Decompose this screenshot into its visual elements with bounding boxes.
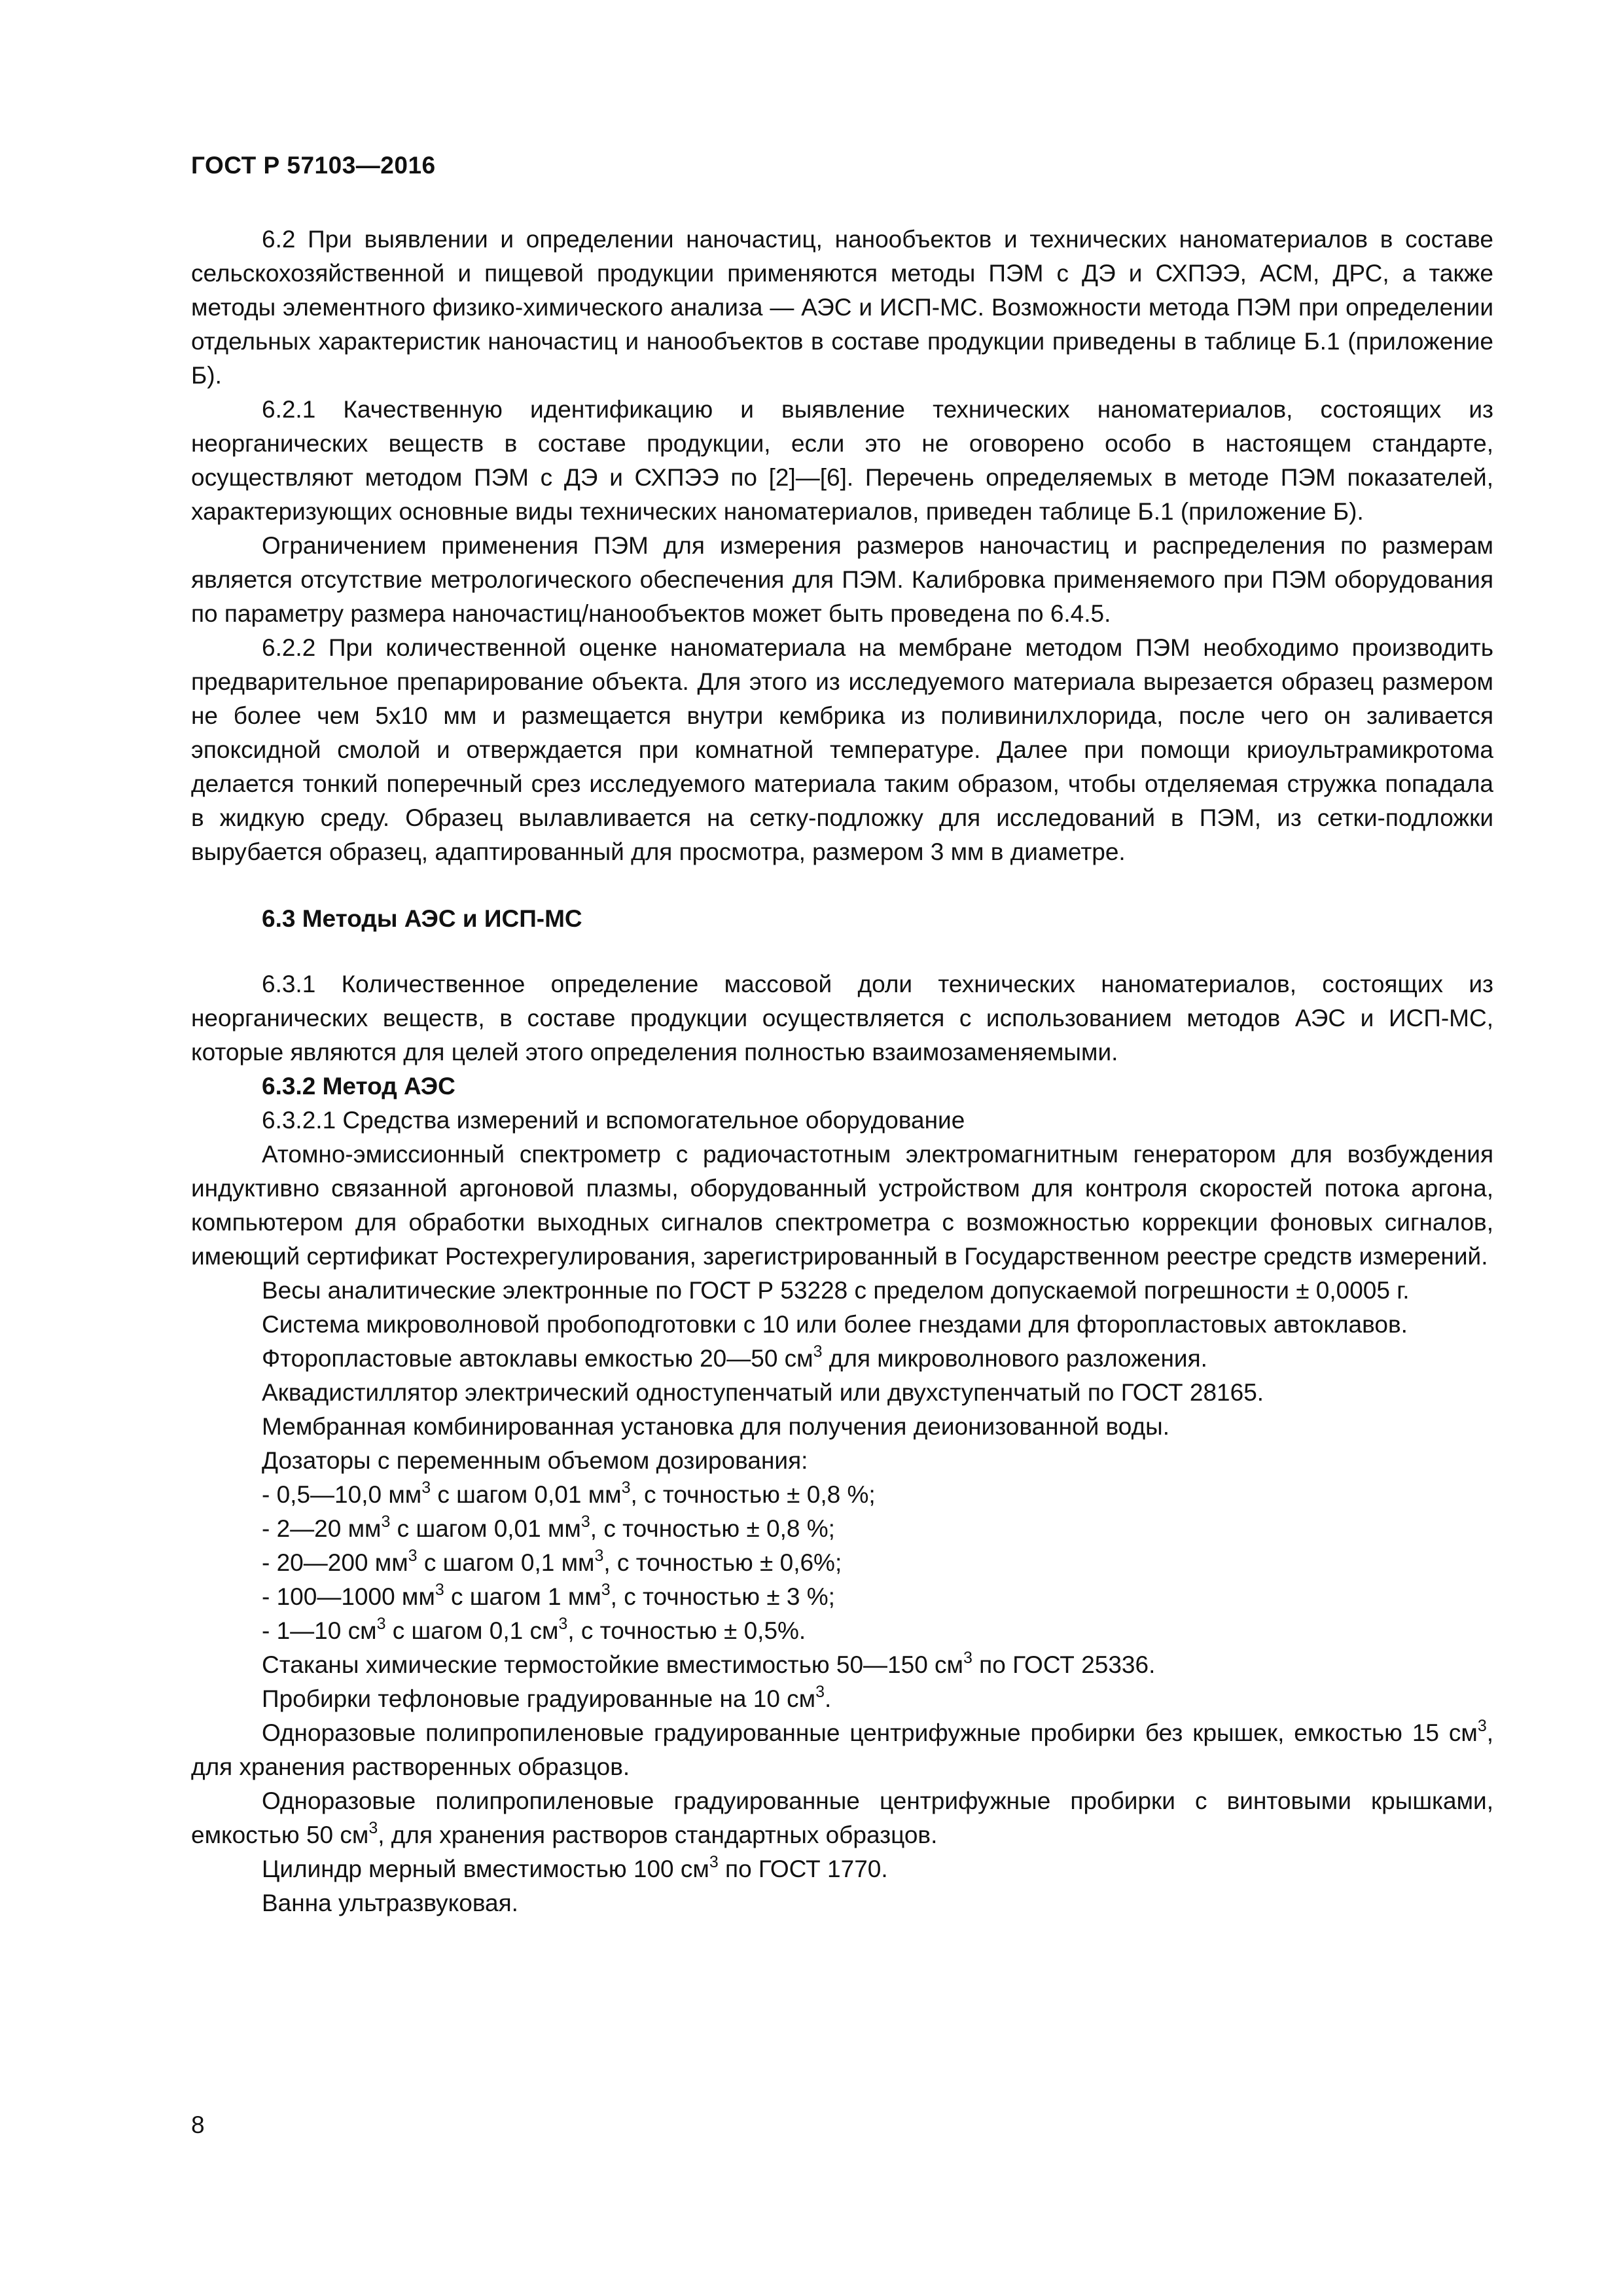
paragraph-limitation: Ограничением применения ПЭМ для измерения размеров наночастиц и распределения по размерам является отсутствие метрологического обеспечения для ПЭМ. Калибровка применяемого при ПЭМ оборудования по параметру размера наночастиц/нанообъектов может быть проведена по 6.4.5. (191, 532, 1493, 627)
list-item-dispenser-2: - 2—20 $мм^3$ с шагом 0,01 $мм^3$, с точностью ± 0,8 %; (262, 1512, 835, 1542)
list-item-dispenser-4: - 100—1000 $мм^3$ с шагом 1 $мм^3$, с точностью ± 3 %; (262, 1580, 835, 1610)
list-item-dispenser-3: - 20—200 $мм^3$ с шагом 0,1 $мм^3$, с точностью ± 0,6%; (262, 1546, 842, 1576)
subsection-heading-6-3-2: 6.3.2 Метод АЭС (262, 1073, 455, 1100)
paragraph-6-3-2-1: 6.3.2.1 Средства измерений и вспомогательное оборудование (262, 1107, 965, 1134)
page-number: 8 (191, 2111, 205, 2138)
paragraph-glasses: Стаканы химические термостойкие вместимостью 50—150 $см^3$ по ГОСТ 25336. (262, 1648, 1156, 1678)
paragraph-ultrasonic-bath: Ванна ультразвуковая. (262, 1890, 518, 1916)
document-code: ГОСТ Р 57103—2016 (191, 152, 436, 179)
paragraph-membrane: Мембранная комбинированная установка для получения деионизованной воды. (262, 1413, 1170, 1440)
paragraph-spectrometer: Атомно-эмиссионный спектрометр с радиочастотным электромагнитным генератором для возбуждения индуктивно связанной аргоновой плазмы, оборудованный устройством для контроля скоростей потока аргона, компьютером для обработки выходных сигналов спектрометра с возможностью коррекции фоновых сигналов, имеющий сертификат Ростехрегулирования, зарегистрированный в Государственном реестре средств измерений. (191, 1141, 1493, 1270)
paragraph-6-2: 6.2 При выявлении и определении наночастиц, нанообъектов и технических наноматериалов в составе сельскохозяйственной и пищевой продукции применяются методы ПЭМ с ДЭ и СХПЭЭ, АСМ, ДРС, а также методы элементного физико-химического анализа — АЭС и ИСП-МС. Возможности метода ПЭМ при определении отдельных характеристик наночастиц и нанообъектов в составе продукции приведены в таблице Б.1 (приложение Б). (191, 226, 1493, 389)
paragraph-6-2-2: 6.2.2 При количественной оценке наноматериала на мембране методом ПЭМ необходимо производить предварительное препарирование объекта. Для этого из исследуемого материала вырезается образец размером не более чем 5х10 мм и размещается внутри кембрика из поливинилхлорида, после чего он заливается эпоксидной смолой и отверждается при комнатной температуре. Далее при помощи криоультрамикротома делается тонкий поперечный срез исследуемого материала таким образом, чтобы отделяемая стружка попадала в жидкую среду. Образец вылавливается на сетку-подложку для исследований в ПЭМ, из сетки-подложки вырубается образец, адаптированный для просмотра, размером 3 мм в диаметре. (191, 634, 1493, 865)
document-body (191, 223, 1493, 1920)
paragraph-microwave: Система микроволновой пробоподготовки с 10 или более гнездами для фторопластовых автоклавов. (262, 1311, 1408, 1338)
section-heading-6-3: 6.3 Методы АЭС и ИСП-МС (262, 905, 582, 932)
paragraph-distiller: Аквадистиллятор электрический одноступенчатый или двухступенчатый по ГОСТ 28165. (262, 1379, 1264, 1406)
paragraph-teflon-tubes: Пробирки тефлоновые градуированные на 10 $см^3$. (262, 1682, 832, 1712)
paragraph-tubes-screw-caps: Одноразовые полипропиленовые градуированные центрифужные пробирки с винтовыми крышками, емкостью 50 $см^3$, для хранения растворов стандартных образцов. (191, 1787, 1493, 1848)
paragraph-autoclaves: Фторопластовые автоклавы емкостью 20—50 $см^3$ для микроволнового разложения. (262, 1342, 1207, 1372)
paragraph-cylinder: Цилиндр мерный вместимостью 100 $см^3$ по ГОСТ 1770. (262, 1852, 888, 1882)
list-item-dispenser-5: - 1—10 $см^3$ с шагом 0,1 $см^3$, с точностью ± 0,5%. (262, 1614, 806, 1644)
paragraph-dispensers: Дозаторы с переменным объемом дозирования: (262, 1447, 808, 1474)
list-item-dispenser-1: - 0,5—10,0 $мм^3$ с шагом 0,01 $мм^3$, с точностью ± 0,8 %; (262, 1478, 876, 1508)
paragraph-6-2-1: 6.2.1 Качественную идентификацию и выявление технических наноматериалов, состоящих из неорганических веществ в составе продукции, если это не оговорено особо в настоящем стандарте, осуществляют методом ПЭМ с ДЭ и СХПЭЭ по [2]—[6]. Перечень определяемых в методе ПЭМ показателей, характеризующих основные виды технических наноматериалов, приведен таблице Б.1 (приложение Б). (191, 396, 1493, 525)
paragraph-6-3-1: 6.3.1 Количественное определение массовой доли технических наноматериалов, состоящих из неорганических веществ, в составе продукции осуществляется с использованием методов АЭС и ИСП-МС, которые являются для целей этого определения полностью взаимозаменяемыми. (191, 971, 1493, 1066)
paragraph-tubes-no-caps: Одноразовые полипропиленовые градуированные центрифужные пробирки без крышек, емкостью 15 $см^3$, для хранения растворенных образцов. (191, 1716, 1493, 1780)
paragraph-scales: Весы аналитические электронные по ГОСТ Р 53228 с пределом допускаемой погрешности ± 0,0005 г. (262, 1277, 1410, 1304)
